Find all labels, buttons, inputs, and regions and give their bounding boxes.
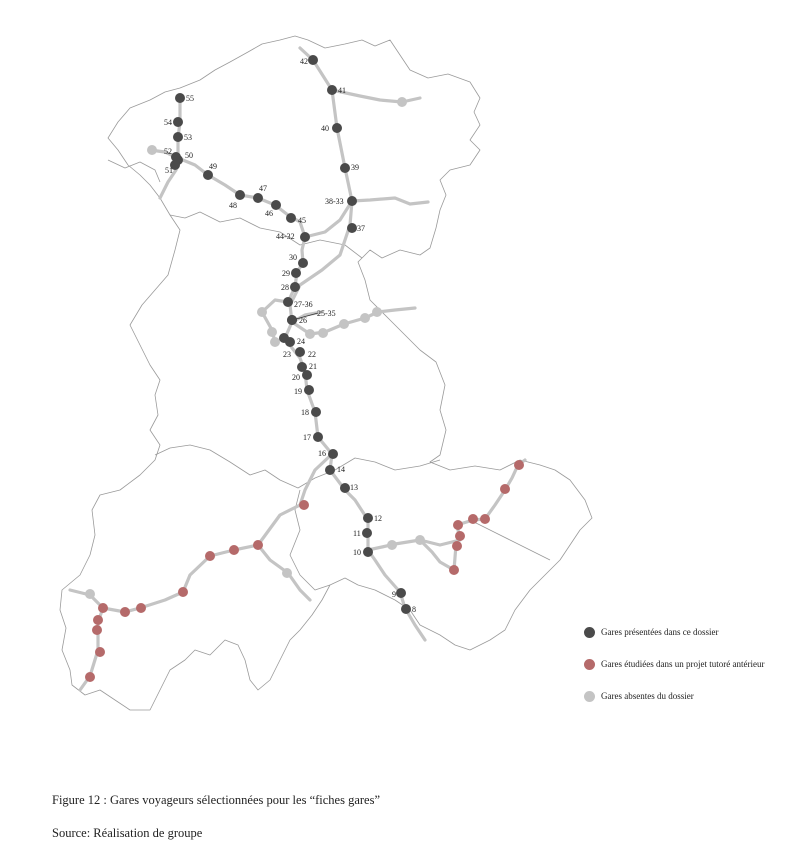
station-label: 51 xyxy=(165,166,173,175)
station-label: 8 xyxy=(412,605,416,614)
station-label: 22 xyxy=(308,350,316,359)
station-label: 28 xyxy=(281,283,289,292)
station-label: 47 xyxy=(259,184,267,193)
absent-station xyxy=(360,313,370,323)
previous-project-station xyxy=(95,647,105,657)
legend-label: Gares présentées dans ce dossier xyxy=(601,627,719,637)
station-label: 54 xyxy=(164,118,172,127)
station-label: 16 xyxy=(318,449,326,458)
absent-station xyxy=(257,307,267,317)
station-label: 37 xyxy=(357,224,365,233)
station-label: 42 xyxy=(300,57,308,66)
station-label: 27-36 xyxy=(294,300,313,309)
station-45 xyxy=(286,213,296,223)
previous-project-station xyxy=(136,603,146,613)
station-39 xyxy=(340,163,350,173)
station-label: 21 xyxy=(309,362,317,371)
station-label: 49 xyxy=(209,162,217,171)
station-label: 10 xyxy=(353,548,361,557)
station-label: 45 xyxy=(298,216,306,225)
station-22 xyxy=(295,347,305,357)
previous-project-station xyxy=(178,587,188,597)
station-label: 11 xyxy=(353,529,361,538)
station-54 xyxy=(173,117,183,127)
previous-project-station xyxy=(93,615,103,625)
absent-station xyxy=(305,329,315,339)
station-41 xyxy=(327,85,337,95)
station-49 xyxy=(203,170,213,180)
legend-swatch-absent xyxy=(584,691,595,702)
legend-swatch-presented xyxy=(584,627,595,638)
station-26 xyxy=(287,315,297,325)
previous-project-station xyxy=(480,514,490,524)
absent-station xyxy=(267,327,277,337)
station-label: 38-33 xyxy=(325,197,344,206)
absent-station xyxy=(387,540,397,550)
station-label: 29 xyxy=(282,269,290,278)
map-legend xyxy=(584,624,764,720)
previous-project-station xyxy=(453,520,463,530)
absent-station xyxy=(282,568,292,578)
station-30 xyxy=(298,258,308,268)
station-16 xyxy=(328,449,338,459)
station-label: 13 xyxy=(350,483,358,492)
absent-station xyxy=(270,337,280,347)
station-19 xyxy=(304,385,314,395)
station-29 xyxy=(291,268,301,278)
station-label: 9 xyxy=(392,590,396,599)
station-8 xyxy=(401,604,411,614)
previous-project-station xyxy=(120,607,130,617)
station-42 xyxy=(308,55,318,65)
previous-project-station xyxy=(452,541,462,551)
absent-station xyxy=(397,97,407,107)
station-53 xyxy=(173,132,183,142)
station-label: 19 xyxy=(294,387,302,396)
previous-project-station xyxy=(449,565,459,575)
absent-station xyxy=(85,589,95,599)
station-28 xyxy=(290,282,300,292)
station-label: 50 xyxy=(185,151,193,160)
previous-project-station xyxy=(205,551,215,561)
station-label: 52 xyxy=(164,147,172,156)
station-label: 18 xyxy=(301,408,309,417)
previous-project-station xyxy=(85,672,95,682)
absent-station xyxy=(415,535,425,545)
figure-source: Source: Réalisation de groupe xyxy=(52,826,203,840)
station-label: 25-35 xyxy=(317,309,336,318)
legend-item-absent xyxy=(584,688,764,704)
station-label: 46 xyxy=(265,209,273,218)
previous-project-station xyxy=(92,625,102,635)
presented-stations xyxy=(170,55,411,614)
station-12 xyxy=(363,513,373,523)
previous-project-station xyxy=(253,540,263,550)
station-48 xyxy=(235,190,245,200)
legend-swatch-previous-project xyxy=(584,659,595,670)
station-label: 23 xyxy=(283,350,291,359)
figure-caption: Figure 12 : Gares voyageurs sélectionnées pour les “fiches gares” xyxy=(52,793,381,807)
station-11 xyxy=(362,528,372,538)
station-17 xyxy=(313,432,323,442)
station-label: 12 xyxy=(374,514,382,523)
station-14 xyxy=(325,465,335,475)
station-label: 55 xyxy=(186,94,194,103)
station-labels xyxy=(164,57,416,614)
station-23 xyxy=(279,333,289,343)
station-label: 24 xyxy=(297,337,305,346)
previous-project-station xyxy=(455,531,465,541)
legend-item-previous-project xyxy=(584,656,764,672)
legend-label: Gares étudiées dans un projet tutoré antérieur xyxy=(601,659,765,669)
station-20 xyxy=(302,370,312,380)
station-9 xyxy=(396,588,406,598)
station-label: 41 xyxy=(338,86,346,95)
station-40 xyxy=(332,123,342,133)
station-label: 26 xyxy=(299,316,307,325)
station-label: 53 xyxy=(184,133,192,142)
absent-station xyxy=(318,328,328,338)
station-37 xyxy=(347,223,357,233)
station-label: 44-32 xyxy=(276,232,295,241)
station-10 xyxy=(363,547,373,557)
station-47 xyxy=(253,193,263,203)
previous-project-station xyxy=(98,603,108,613)
station-38-33 xyxy=(347,196,357,206)
station-13 xyxy=(340,483,350,493)
previous-project-station xyxy=(229,545,239,555)
absent-station xyxy=(372,307,382,317)
station-44-32 xyxy=(300,232,310,242)
station-18 xyxy=(311,407,321,417)
station-label: 30 xyxy=(289,253,297,262)
absent-stations xyxy=(85,97,425,599)
previous-project-station xyxy=(468,514,478,524)
station-label: 20 xyxy=(292,373,300,382)
previous-project-station xyxy=(500,484,510,494)
previous-project-station xyxy=(299,500,309,510)
station-label: 40 xyxy=(321,124,329,133)
previous-project-station xyxy=(514,460,524,470)
station-label: 14 xyxy=(337,465,345,474)
legend-item-presented xyxy=(584,624,764,640)
station-label: 48 xyxy=(229,201,237,210)
station-label: 39 xyxy=(351,163,359,172)
station-27-36 xyxy=(283,297,293,307)
legend-label: Gares absentes du dossier xyxy=(601,691,694,701)
station-55 xyxy=(175,93,185,103)
absent-station xyxy=(147,145,157,155)
absent-station xyxy=(339,319,349,329)
station-label: 17 xyxy=(303,433,311,442)
